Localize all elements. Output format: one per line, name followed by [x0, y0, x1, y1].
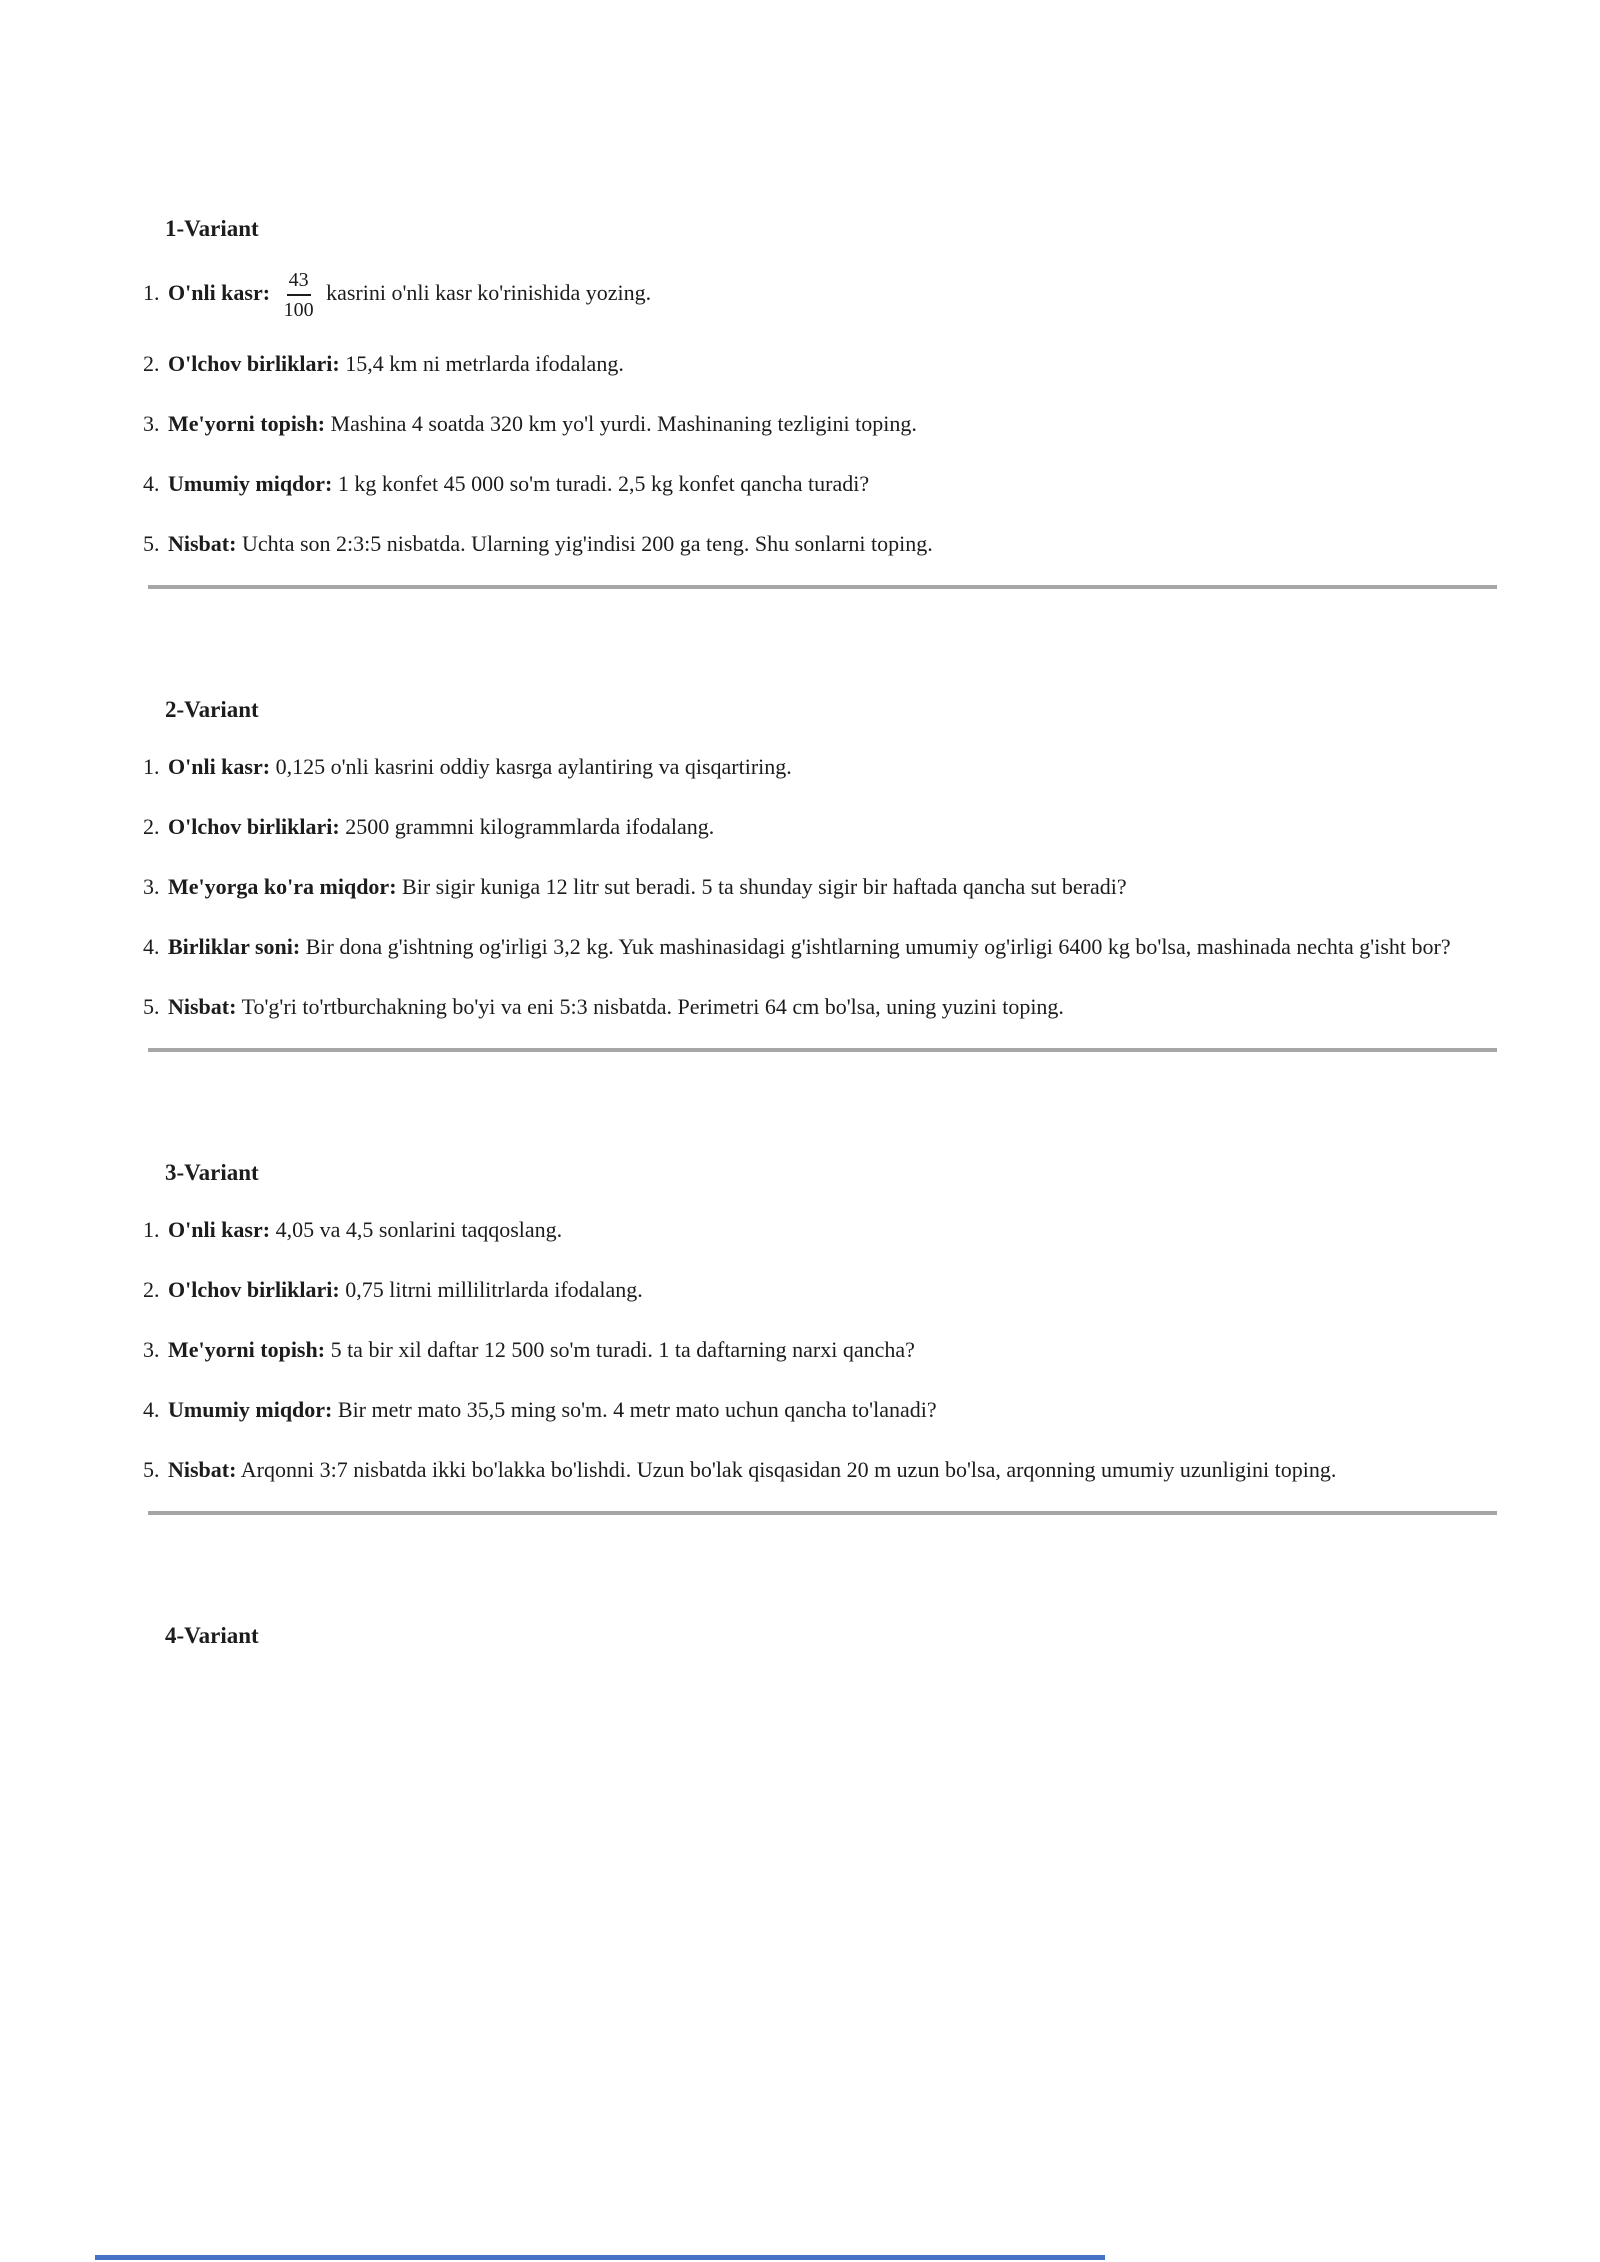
variant-section	[0, 210, 1600, 589]
task-text: Bir sigir kuniga 12 litr sut beradi. 5 ta shunday sigir bir haftada qancha sut beradi?	[402, 874, 1127, 899]
bottom-accent-line	[95, 2255, 1105, 2260]
task-text: Bir dona g'ishtning og'irligi 3,2 kg. Yuk mashinasidagi g'ishtlarning umumiy og'irligi 6400 kg bo'lsa, mashinada nechta g'isht bor?	[305, 934, 1451, 959]
task-item	[143, 525, 1497, 563]
task-text: To'g'ri to'rtburchakning bo'yi va eni 5:3 nisbatda. Perimetri 64 cm bo'lsa, uning yuzini toping.	[241, 994, 1064, 1019]
task-label: Nisbat:	[168, 994, 237, 1019]
section-divider	[148, 1511, 1497, 1515]
task-text: 0,75 litrni millilitrlarda ifodalang.	[345, 1277, 643, 1302]
task-item	[143, 405, 1497, 443]
task-text: Mashina 4 soatda 320 km yo'l yurdi. Mashinaning tezligini toping.	[330, 411, 917, 436]
task-label: O'nli kasr:	[168, 1217, 271, 1242]
variant-section	[0, 1154, 1600, 1515]
variant-section	[0, 1617, 1600, 1654]
task-item	[143, 345, 1497, 383]
fraction-numerator: 43	[287, 267, 311, 296]
variant-title: 1-Variant	[165, 216, 259, 241]
task-list	[0, 748, 1600, 1026]
task-label: O'lchov birliklari:	[168, 1277, 340, 1302]
task-item	[143, 1331, 1497, 1369]
task-label: Umumiy miqdor:	[168, 1397, 333, 1422]
task-label: Birliklar soni:	[168, 934, 301, 959]
task-item	[143, 1391, 1497, 1429]
fraction	[284, 267, 314, 323]
task-item	[143, 267, 1497, 323]
variant-section	[0, 691, 1600, 1052]
task-list	[0, 1211, 1600, 1489]
task-item	[143, 465, 1497, 503]
variant-title: 2-Variant	[165, 697, 259, 722]
variant-title: 4-Variant	[165, 1623, 259, 1648]
task-text: 2500 grammni kilogrammlarda ifodalang.	[345, 814, 715, 839]
task-label: O'nli kasr:	[168, 280, 271, 306]
variant-title: 3-Variant	[165, 1160, 259, 1185]
task-text: 15,4 km ni metrlarda ifodalang.	[345, 351, 624, 376]
task-item	[143, 808, 1497, 846]
task-item	[143, 1271, 1497, 1309]
task-label: O'nli kasr:	[168, 754, 271, 779]
fraction-denominator: 100	[283, 299, 314, 321]
task-label: O'lchov birliklari:	[168, 814, 340, 839]
task-text: Bir metr mato 35,5 ming so'm. 4 metr mato uchun qancha to'lanadi?	[337, 1397, 937, 1422]
task-item	[143, 988, 1497, 1026]
section-divider	[148, 1048, 1497, 1052]
task-text: Arqonni 3:7 nisbatda ikki bo'lakka bo'lishdi. Uzun bo'lak qisqasidan 20 m uzun bo'lsa, arqonning umumiy uzunligini toping.	[240, 1457, 1337, 1482]
task-label: Me'yorga ko'ra miqdor:	[168, 874, 397, 899]
task-label: Me'yorni topish:	[168, 1337, 326, 1362]
task-label: Nisbat:	[168, 531, 237, 556]
task-item	[143, 928, 1497, 966]
task-label: Nisbat:	[168, 1457, 237, 1482]
task-text: kasrini o'nli kasr ko'rinishida yozing.	[326, 280, 652, 306]
task-text: 0,125 o'nli kasrini oddiy kasrga aylantiring va qisqartiring.	[275, 754, 792, 779]
task-list	[0, 267, 1600, 563]
section-divider	[148, 585, 1497, 589]
task-item	[143, 1211, 1497, 1249]
task-label: Umumiy miqdor:	[168, 471, 333, 496]
task-item	[143, 748, 1497, 786]
task-text: 1 kg konfet 45 000 so'm turadi. 2,5 kg konfet qancha turadi?	[337, 471, 870, 496]
task-item	[143, 1451, 1497, 1489]
task-text: 4,05 va 4,5 sonlarini taqqoslang.	[275, 1217, 563, 1242]
task-text: Uchta son 2:3:5 nisbatda. Ularning yig'indisi 200 ga teng. Shu sonlarni toping.	[241, 531, 933, 556]
task-text: 5 ta bir xil daftar 12 500 so'm turadi. 1 ta daftarning narxi qancha?	[330, 1337, 915, 1362]
task-item	[143, 868, 1497, 906]
task-label: O'lchov birliklari:	[168, 351, 340, 376]
task-label: Me'yorni topish:	[168, 411, 326, 436]
